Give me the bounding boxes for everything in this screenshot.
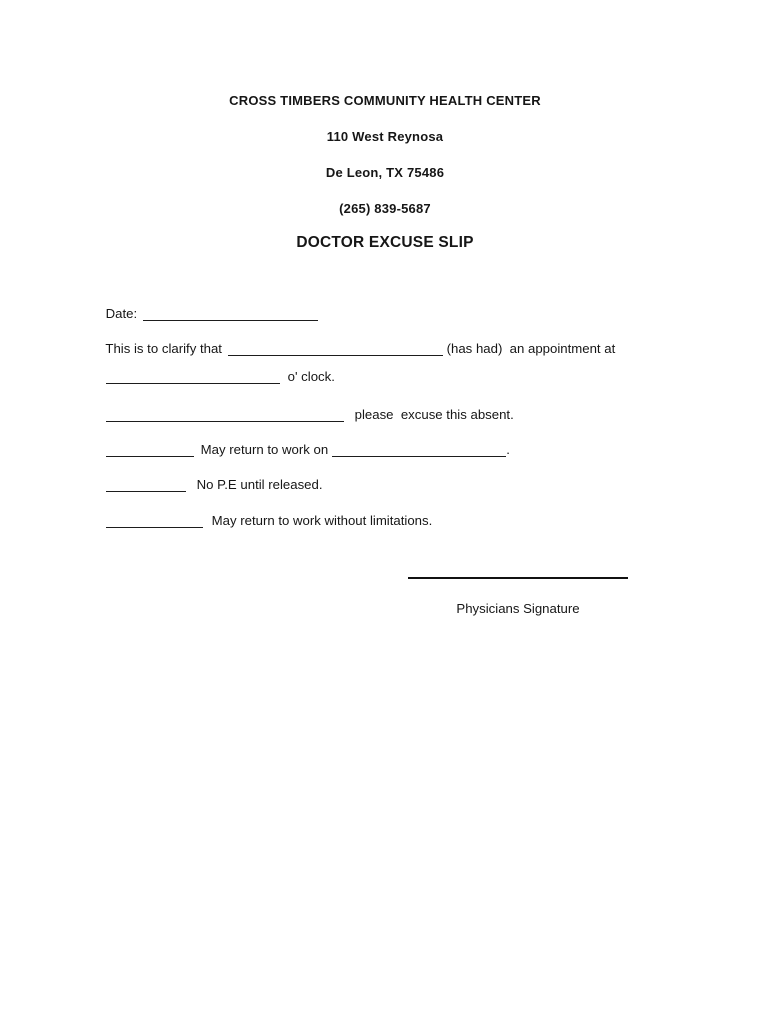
signature-block <box>408 577 628 616</box>
appointment-time-blank[interactable] <box>106 370 280 384</box>
date-label: Date: <box>105 306 138 321</box>
no-pe-text: No P.E until released. <box>196 477 323 492</box>
signature-label: Physicians Signature <box>456 601 580 616</box>
no-limitations-text: May return to work without limitations. <box>211 513 433 528</box>
org-address: 110 West Reynosa <box>326 129 444 144</box>
return-work-period: . <box>506 442 510 457</box>
excuse-text: please excuse this absent. <box>354 407 514 422</box>
no-pe-check-blank[interactable] <box>106 478 186 492</box>
oclock-text: o' clock. <box>287 369 335 384</box>
return-date-blank[interactable] <box>332 443 506 457</box>
return-work-text: May return to work on <box>200 442 329 457</box>
org-city-state: De Leon, TX 75486 <box>325 165 445 180</box>
employer-school-blank[interactable] <box>106 408 344 422</box>
date-field-blank[interactable] <box>143 307 318 321</box>
no-limitations-line <box>91 495 432 546</box>
clarify-text-before: This is to clarify that <box>105 341 222 356</box>
org-phone: (265) 839-5687 <box>339 201 431 216</box>
no-limitations-check-blank[interactable] <box>106 514 203 528</box>
form-title: DOCTOR EXCUSE SLIP <box>296 234 474 251</box>
org-name: CROSS TIMBERS COMMUNITY HEALTH CENTER <box>229 93 541 108</box>
return-check-blank[interactable] <box>106 443 194 457</box>
clarify-text-after: (has had) an appointment at <box>446 341 616 356</box>
